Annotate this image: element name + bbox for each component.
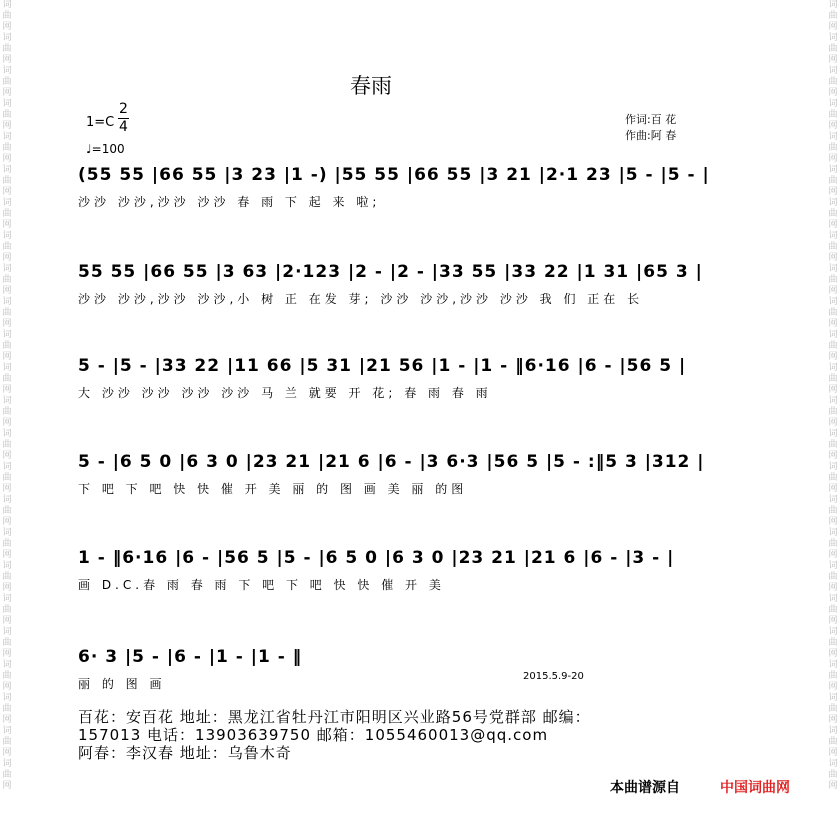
- watermark-char: 曲: [828, 374, 838, 384]
- watermark-char: 曲: [828, 143, 838, 153]
- watermark-char: 网: [828, 715, 838, 725]
- watermark-char: 词: [828, 726, 838, 736]
- watermark-char: 词: [828, 132, 838, 142]
- notes-line: 6· 3 |5 - |6 - |1 - |1 - ‖: [78, 647, 303, 667]
- watermark-char: 网: [2, 319, 12, 329]
- score-line-3: [78, 356, 728, 408]
- watermark-char: 曲: [828, 44, 838, 54]
- watermark-char: 词: [2, 297, 12, 307]
- watermark-char: 曲: [2, 407, 12, 417]
- watermark-char: 网: [828, 550, 838, 560]
- watermark-char: 曲: [2, 11, 12, 21]
- watermark-char: 曲: [2, 605, 12, 615]
- watermark-char: 词: [2, 627, 12, 637]
- watermark-char: 网: [2, 220, 12, 230]
- watermark-char: 词: [2, 660, 12, 670]
- watermark-char: 词: [2, 165, 12, 175]
- notes-line: 5 - |6 5 0 |6 3 0 |23 21 |21 6 |6 - |3 6·3 |56 5 |5 - :‖5 3 |312 |: [78, 452, 705, 472]
- watermark-char: 网: [2, 583, 12, 593]
- watermark-char: 词: [2, 66, 12, 76]
- watermark-char: 词: [828, 693, 838, 703]
- watermark-char: 网: [828, 22, 838, 32]
- contact-info: [78, 708, 591, 762]
- watermark-right: [826, 0, 840, 823]
- watermark-char: 网: [2, 748, 12, 758]
- credits: [625, 112, 676, 144]
- watermark-char: 词: [828, 594, 838, 604]
- watermark-left: [0, 0, 14, 823]
- watermark-char: 网: [2, 451, 12, 461]
- watermark-char: 词: [828, 0, 838, 10]
- watermark-char: 词: [2, 198, 12, 208]
- watermark-char: 曲: [2, 572, 12, 582]
- watermark-char: 曲: [828, 407, 838, 417]
- lyrics-line: 大 沙沙 沙沙 沙沙 沙沙 马 兰 就要 开 花; 春 雨 春 雨: [78, 386, 492, 400]
- watermark-char: 词: [2, 33, 12, 43]
- watermark-char: 词: [828, 297, 838, 307]
- watermark-char: 网: [828, 649, 838, 659]
- watermark-char: 词: [2, 99, 12, 109]
- watermark-char: 曲: [2, 110, 12, 120]
- watermark-char: 词: [2, 561, 12, 571]
- lyrics-line: 下 吧 下 吧 快 快 催 开 美 丽 的 图 画 美 丽 的图: [78, 482, 468, 496]
- watermark-char: 网: [2, 22, 12, 32]
- watermark-char: 词: [828, 165, 838, 175]
- watermark-char: 网: [2, 121, 12, 131]
- watermark-char: 网: [828, 418, 838, 428]
- watermark-char: 曲: [828, 638, 838, 648]
- watermark-char: 词: [2, 264, 12, 274]
- notes-line: (55 55 |66 55 |3 23 |1 -) |55 55 |66 55 |3 21 |2·1 23 |5 - |5 - |: [78, 165, 710, 185]
- watermark-char: 网: [2, 715, 12, 725]
- lyricist: 作词:百 花: [625, 113, 677, 126]
- watermark-char: 词: [828, 660, 838, 670]
- watermark-char: 网: [828, 352, 838, 362]
- watermark-char: 曲: [828, 11, 838, 21]
- watermark-char: 网: [2, 55, 12, 65]
- watermark-char: 曲: [2, 308, 12, 318]
- watermark-char: 词: [828, 528, 838, 538]
- score-line-2: [78, 262, 728, 314]
- watermark-char: 曲: [2, 209, 12, 219]
- watermark-char: 曲: [828, 110, 838, 120]
- watermark-char: 网: [828, 451, 838, 461]
- watermark-char: 曲: [2, 44, 12, 54]
- watermark-char: 网: [828, 88, 838, 98]
- watermark-char: 网: [828, 748, 838, 758]
- watermark-char: 曲: [2, 671, 12, 681]
- watermark-char: 曲: [2, 770, 12, 780]
- watermark-char: 曲: [2, 275, 12, 285]
- notes-line: 1 - ‖6·16 |6 - |56 5 |5 - |6 5 0 |6 3 0 |23 21 |21 6 |6 - |3 - |: [78, 548, 675, 568]
- watermark-char: 曲: [2, 704, 12, 714]
- watermark-char: 曲: [2, 737, 12, 747]
- watermark-char: 曲: [828, 341, 838, 351]
- watermark-char: 词: [2, 528, 12, 538]
- watermark-char: 网: [2, 352, 12, 362]
- watermark-char: 网: [2, 385, 12, 395]
- lyrics-line: 画 D.C.春 雨 春 雨 下 吧 下 吧 快 快 催 开 美: [78, 578, 445, 592]
- watermark-char: 词: [2, 231, 12, 241]
- watermark-char: 曲: [828, 539, 838, 549]
- watermark-char: 词: [828, 759, 838, 769]
- site-link[interactable]: 中国词曲网: [720, 780, 790, 796]
- watermark-char: 网: [2, 484, 12, 494]
- watermark-char: 网: [2, 682, 12, 692]
- lyrics-line: 沙沙 沙沙,沙沙 沙沙 春 雨 下 起 来 啦;: [78, 195, 381, 209]
- watermark-char: 词: [828, 198, 838, 208]
- watermark-char: 曲: [828, 770, 838, 780]
- watermark-char: 曲: [828, 737, 838, 747]
- watermark-char: 词: [828, 330, 838, 340]
- notes-line: 5 - |5 - |33 22 |11 66 |5 31 |21 56 |1 - |1 - ‖6·16 |6 - |56 5 |: [78, 356, 687, 376]
- watermark-char: 网: [828, 781, 838, 791]
- score-line-6: [78, 647, 728, 699]
- watermark-char: 词: [2, 462, 12, 472]
- watermark-char: 网: [828, 121, 838, 131]
- watermark-char: 网: [2, 550, 12, 560]
- watermark-char: 词: [828, 627, 838, 637]
- watermark-char: 网: [2, 154, 12, 164]
- watermark-char: 词: [828, 561, 838, 571]
- score-line-1: [78, 165, 728, 217]
- watermark-char: 网: [828, 55, 838, 65]
- watermark-char: 曲: [828, 704, 838, 714]
- watermark-char: 网: [828, 187, 838, 197]
- watermark-char: 词: [2, 363, 12, 373]
- watermark-char: 网: [2, 418, 12, 428]
- watermark-char: 网: [2, 517, 12, 527]
- watermark-char: 网: [2, 187, 12, 197]
- watermark-char: 词: [828, 396, 838, 406]
- watermark-char: 网: [2, 649, 12, 659]
- watermark-char: 曲: [2, 143, 12, 153]
- watermark-char: 词: [828, 33, 838, 43]
- watermark-char: 曲: [2, 77, 12, 87]
- watermark-char: 曲: [2, 374, 12, 384]
- watermark-char: 词: [828, 363, 838, 373]
- watermark-char: 曲: [828, 473, 838, 483]
- watermark-char: 曲: [828, 176, 838, 186]
- watermark-char: 词: [2, 495, 12, 505]
- watermark-char: 网: [2, 781, 12, 791]
- watermark-char: 词: [2, 330, 12, 340]
- key-signature: 1=C: [86, 115, 115, 130]
- watermark-char: 词: [2, 132, 12, 142]
- notes-line: 55 55 |66 55 |3 63 |2·123 |2 - |2 - |33 55 |33 22 |1 31 |65 3 |: [78, 262, 703, 282]
- source-label: 本曲谱源自: [610, 780, 680, 796]
- watermark-char: 曲: [2, 638, 12, 648]
- watermark-char: 曲: [828, 671, 838, 681]
- watermark-char: 词: [828, 429, 838, 439]
- watermark-char: 曲: [2, 473, 12, 483]
- watermark-char: 词: [2, 693, 12, 703]
- watermark-char: 网: [828, 253, 838, 263]
- score-title: 春雨: [350, 74, 392, 98]
- watermark-char: 网: [828, 583, 838, 593]
- watermark-char: 网: [2, 88, 12, 98]
- watermark-char: 曲: [828, 77, 838, 87]
- watermark-char: 网: [2, 253, 12, 263]
- composer: 作曲:阿 春: [625, 129, 677, 142]
- watermark-char: 曲: [828, 209, 838, 219]
- watermark-char: 词: [828, 231, 838, 241]
- watermark-char: 词: [2, 759, 12, 769]
- watermark-char: 网: [828, 385, 838, 395]
- watermark-char: 词: [828, 495, 838, 505]
- watermark-char: 曲: [828, 572, 838, 582]
- watermark-char: 曲: [2, 440, 12, 450]
- watermark-char: 网: [828, 154, 838, 164]
- watermark-char: 网: [828, 484, 838, 494]
- watermark-char: 曲: [828, 506, 838, 516]
- watermark-char: 网: [2, 616, 12, 626]
- watermark-char: 曲: [828, 440, 838, 450]
- watermark-char: 词: [2, 396, 12, 406]
- tempo-marking: ♩=100: [86, 142, 125, 156]
- watermark-char: 词: [828, 462, 838, 472]
- date-stamp: 2015.5.9-20: [523, 671, 584, 682]
- watermark-char: 词: [2, 429, 12, 439]
- watermark-char: 网: [828, 682, 838, 692]
- watermark-char: 词: [828, 99, 838, 109]
- watermark-char: 网: [828, 220, 838, 230]
- watermark-char: 曲: [828, 275, 838, 285]
- time-signature: [118, 102, 129, 135]
- score-line-4: [78, 452, 728, 504]
- watermark-char: 词: [2, 726, 12, 736]
- watermark-char: 网: [828, 319, 838, 329]
- watermark-char: 网: [828, 286, 838, 296]
- watermark-char: 词: [828, 264, 838, 274]
- lyrics-line: 丽 的 图 画: [78, 677, 166, 691]
- watermark-char: 曲: [828, 308, 838, 318]
- watermark-char: 网: [2, 286, 12, 296]
- contact-line-1: 百花：安百花 地址：黑龙江省牡丹江市阳明区兴业路56号党群部 邮编：: [78, 708, 591, 726]
- watermark-char: 词: [2, 594, 12, 604]
- watermark-char: 曲: [2, 242, 12, 252]
- contact-line-3: 阿春：李汉春 地址：乌鲁木奇: [78, 744, 292, 762]
- watermark-char: 网: [828, 616, 838, 626]
- score-line-5: [78, 548, 728, 600]
- watermark-char: 曲: [2, 341, 12, 351]
- watermark-char: 曲: [828, 605, 838, 615]
- meter-top: 2: [119, 101, 128, 117]
- watermark-char: 词: [828, 66, 838, 76]
- contact-line-2: 157013 电话：13903639750 邮箱：1055460013@qq.com: [78, 726, 549, 744]
- watermark-char: 曲: [2, 506, 12, 516]
- watermark-char: 网: [828, 517, 838, 527]
- meter-bottom: 4: [119, 119, 128, 135]
- watermark-char: 曲: [2, 539, 12, 549]
- watermark-char: 曲: [2, 176, 12, 186]
- lyrics-line: 沙沙 沙沙,沙沙 沙沙,小 树 正 在发 芽; 沙沙 沙沙,沙沙 沙沙 我 们 正在 长: [78, 292, 644, 306]
- watermark-char: 曲: [828, 242, 838, 252]
- watermark-char: 词: [2, 0, 12, 10]
